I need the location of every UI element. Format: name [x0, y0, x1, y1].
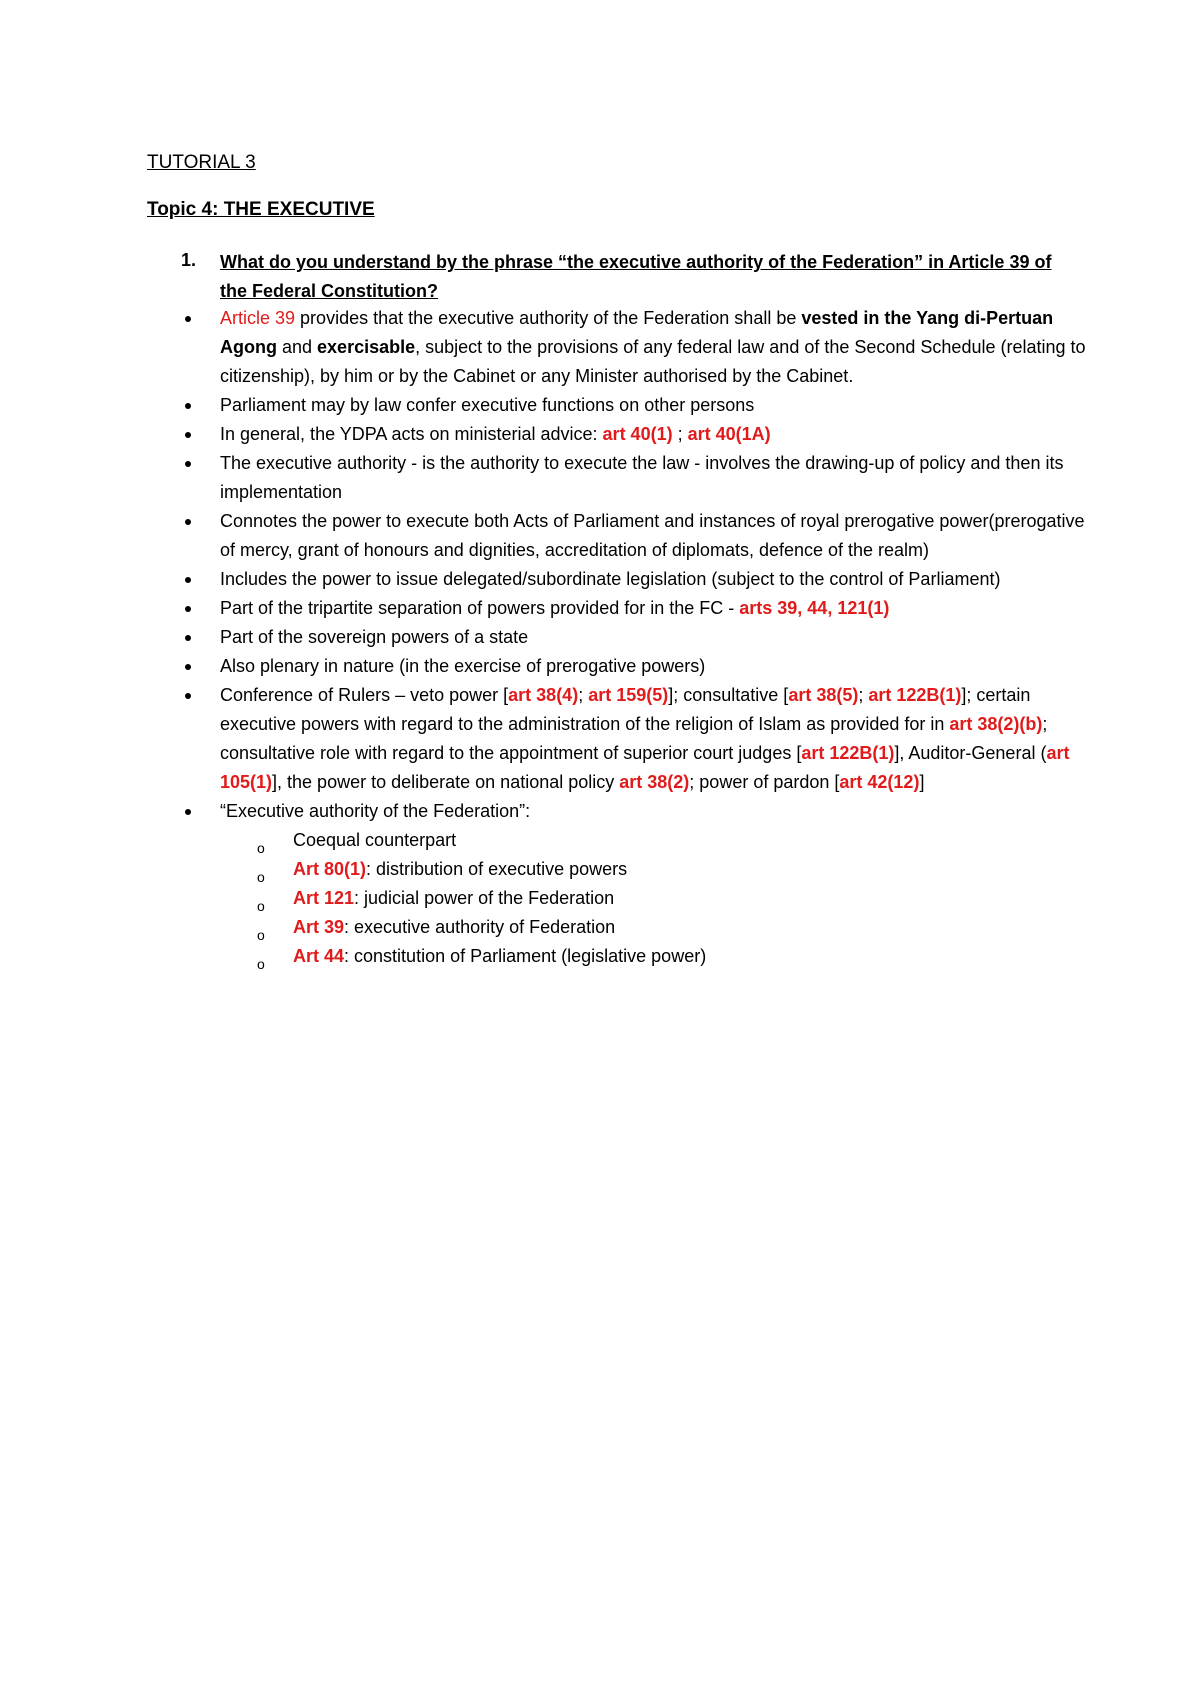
text-run: Parliament may by law confer executive functions on other persons [220, 395, 755, 415]
text-run: The executive authority - is the authority to execute the law - involves the drawing-up of policy and then its implementation [220, 453, 1064, 502]
circle-bullet-icon: o [257, 869, 265, 885]
bullet-dot-icon [185, 606, 191, 612]
bullet-dot-icon [185, 461, 191, 467]
bullet-item [0, 391, 1100, 420]
text-run: Part of the sovereign powers of a state [220, 627, 529, 647]
article-reference: art 38(5) [788, 685, 859, 705]
text-run: ; [578, 685, 589, 705]
article-reference: art 122B(1) [868, 685, 962, 705]
bullet-dot-icon [185, 519, 191, 525]
article-reference: Art 80(1) [293, 859, 367, 879]
text-run: ]; certain executive powers with regard to the administration of the religion of Islam as provided for in [220, 685, 1031, 734]
sub-bullet-item [0, 913, 1093, 942]
bullet-dot-icon [185, 664, 191, 670]
circle-bullet-icon: o [257, 898, 265, 914]
bullet-item [0, 652, 1100, 681]
bullet-dot-icon [185, 403, 191, 409]
text-run: , subject to the provisions of any federal law and of the Second Schedule (relating to citizenship), by him or by the Cabinet or any Minister authorised by the Cabinet. [220, 337, 1086, 386]
answer-bullet-list [0, 304, 1200, 971]
bullet-item [0, 797, 1100, 826]
bullet-item [0, 420, 1100, 449]
question-text: What do you understand by the phrase “the executive authority of the Federation” in Article 39 of the Federal Constitution? [220, 252, 1052, 301]
sub-bullet-item [0, 855, 1093, 884]
text-run: : executive authority of Federation [344, 917, 616, 937]
text-run: : judicial power of the Federation [354, 888, 615, 908]
bullet-dot-icon [185, 432, 191, 438]
text-run: ; consultative role with regard to the appointment of superior court judges [ [220, 714, 1048, 763]
circle-bullet-icon: o [257, 956, 265, 972]
article-reference: art 40(1) [602, 424, 673, 444]
bullet-dot-icon [185, 693, 191, 699]
bullet-item [0, 623, 1100, 652]
text-run: Includes the power to issue delegated/subordinate legislation (subject to the control of Parliament) [220, 569, 1001, 589]
article-reference: art 122B(1) [801, 743, 895, 763]
text-run: ; [858, 685, 869, 705]
text-run: ], the power to deliberate on national policy [272, 772, 620, 792]
bullet-item [0, 681, 1100, 797]
bullet-dot-icon [185, 635, 191, 641]
sub-bullet-item [0, 826, 1093, 855]
bullet-dot-icon [185, 316, 191, 322]
bullet-item [0, 565, 1100, 594]
bullet-dot-icon [185, 809, 191, 815]
text-run: ; power of pardon [ [689, 772, 840, 792]
article-reference: Art 44 [293, 946, 345, 966]
bullet-item [0, 594, 1100, 623]
bullet-item [0, 304, 1100, 391]
topic-heading: Topic 4: THE EXECUTIVE [147, 199, 375, 220]
text-run: Also plenary in nature (in the exercise of prerogative powers) [220, 656, 706, 676]
article-reference: art 159(5) [588, 685, 669, 705]
text-run: In general, the YDPA acts on ministerial advice: [220, 424, 603, 444]
text-run: : constitution of Parliament (legislative power) [344, 946, 707, 966]
text-run: provides that the executive authority of the Federation shall be [295, 308, 802, 328]
text-run: ]; consultative [ [668, 685, 789, 705]
text-run: Connotes the power to execute both Acts of Parliament and instances of royal prerogative power(prerogative of mercy, grant of honours and dignities, accreditation of diplomats, defence of the realm) [220, 511, 1085, 560]
article-reference: arts 39, 44, 121(1) [739, 598, 890, 618]
article-reference: Article 39 [220, 308, 296, 328]
article-reference: Art 39 [293, 917, 345, 937]
text-run: ], Auditor-General ( [894, 743, 1047, 763]
article-reference: art 38(2) [619, 772, 690, 792]
article-reference: art 38(4) [508, 685, 579, 705]
text-run: : distribution of executive powers [366, 859, 628, 879]
article-reference: art 42(12) [839, 772, 920, 792]
tutorial-title: TUTORIAL 3 [147, 152, 256, 173]
circle-bullet-icon: o [257, 927, 265, 943]
article-reference: vested in the Yang di-Pertuan Agong [220, 308, 1054, 357]
text-run: Part of the tripartite separation of powers provided for in the FC - [220, 598, 740, 618]
article-reference: art 40(1A) [687, 424, 771, 444]
text-run: ] [919, 772, 925, 792]
bullet-dot-icon [185, 577, 191, 583]
sub-list-container [0, 826, 1200, 971]
article-reference: Art 121 [293, 888, 355, 908]
text-run: and [276, 337, 318, 357]
sub-bullet-item [0, 942, 1093, 971]
bullet-item [0, 449, 1100, 507]
bullet-item [0, 507, 1100, 565]
text-run: “Executive authority of the Federation”: [220, 801, 531, 821]
article-reference: art 105(1) [220, 743, 1070, 792]
text-run: Coequal counterpart [293, 830, 457, 850]
text-run: Conference of Rulers – veto power [ [220, 685, 509, 705]
article-reference: art 38(2)(b) [949, 714, 1043, 734]
question-number: 1. [181, 250, 197, 270]
article-reference: exercisable [317, 337, 416, 357]
sub-bullet-list [0, 826, 1200, 971]
text-run: ; [672, 424, 688, 444]
sub-bullet-item [0, 884, 1093, 913]
circle-bullet-icon: o [257, 840, 265, 856]
